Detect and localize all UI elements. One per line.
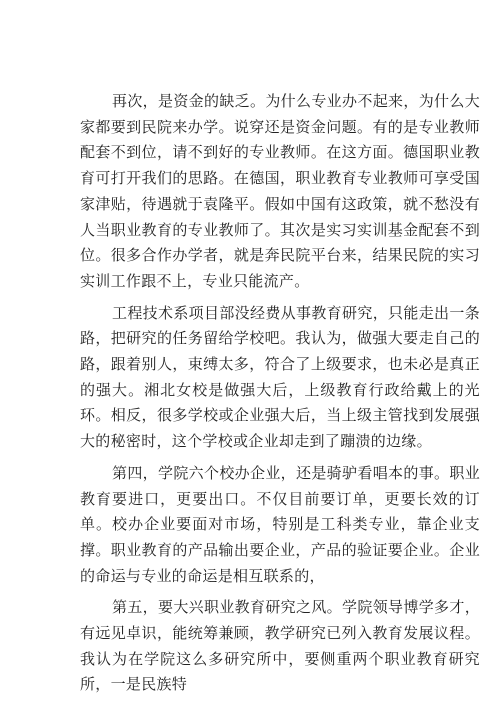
paragraph-education-research: 第五，要大兴职业教育研究之风。学院领导博学多才，有远见卓识，能统筹兼顾，教学研究已列入教育发展议程。我认为在学院这么多研究所中，要侧重两个职业教育研究所，一是民族特	[80, 598, 480, 694]
paragraph-funding: 再次，是资金的缺乏。为什么专业办不起来，为什么大家都要到民院来办学。说穿还是资金问题。有的是专业教师配套不到位，请不到好的专业教师。在这方面。德国职业教育可打开我们的思路。在德国，职业教育专业教师可享受国家津贴，待遇就于袁隆平。假如中国有这政策，就不愁没有人当职业教育的专业教师了。其次是实习实训基金配套不到位。很多合作办学者，就是奔民院平台来，结果民院的实习实训工作跟不上，专业只能流产。	[80, 92, 480, 290]
paragraph-research-dept: 工程技术系项目部没经费从事教育研究，只能走出一条路，把研究的任务留给学校吧。我认为，做强大要走自己的路，跟着别人，束缚太多，符合了上级要求，也未必是真正的强大。湘北女校是做强大后，上级教育行政给戴上的光环。相反，很多学校或企业强大后，当上级主管找到发展强大的秘密时，这个学校或企业却走到了蹦溃的边缘。	[80, 303, 480, 451]
document-body	[80, 89, 480, 704]
paragraph-school-enterprises: 第四，学院六个校办企业，还是骑驴看唱本的事。职业教育要进口，更要出口。不仅目前要订单，更要长效的订单。校办企业要面对市场，特别是工科类专业，靠企业支撑。职业教育的产品输出要企业，产品的验证要企业。企业的命运与专业的命运是相互联系的，	[80, 463, 480, 585]
